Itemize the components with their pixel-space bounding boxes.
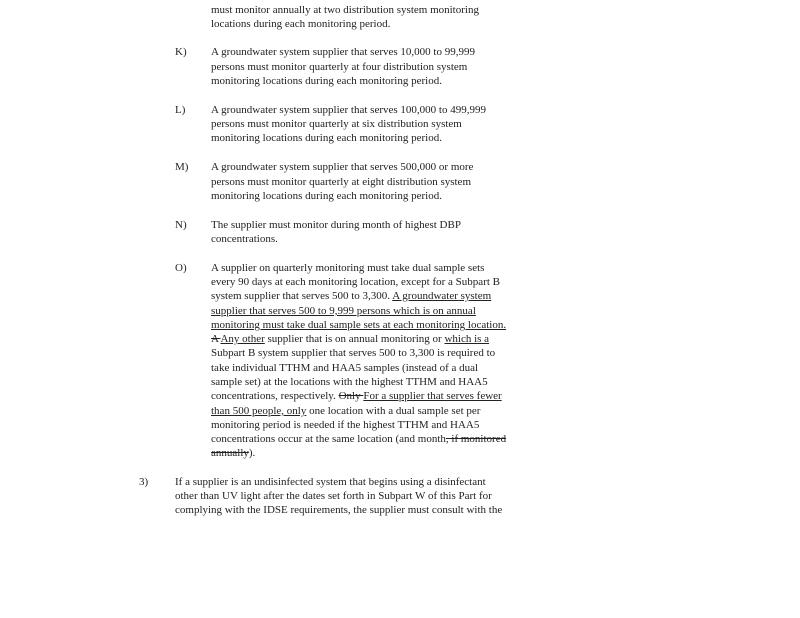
deleted-text: annually [211, 447, 249, 459]
deleted-text: Only [338, 390, 364, 402]
text-line: persons must monitor quarterly at six distribution system [211, 118, 462, 130]
text-line: locations during each monitoring period. [211, 18, 391, 30]
text-line: A groundwater system supplier that serves 500,000 or more [211, 161, 474, 173]
text-line: persons must monitor quarterly at eight distribution system [211, 176, 471, 188]
text-line [211, 389, 502, 403]
inserted-text: A groundwater system [392, 290, 492, 302]
text-line [211, 404, 480, 418]
text-line: A groundwater system supplier that serves 10,000 to 99,999 [211, 46, 475, 58]
item-label-k: K) [175, 46, 187, 58]
text-line: concentrations. [211, 233, 278, 245]
text-line: A supplier on quarterly monitoring must take dual sample sets [211, 262, 485, 274]
inserted-text: monitoring must take dual sample sets at each monitoring location. [211, 319, 507, 331]
text-line: every 90 days at each monitoring location, except for a Subpart B [211, 276, 500, 288]
text-run: concentrations, respectively. [211, 390, 339, 402]
text-line: A groundwater system supplier that serves 100,000 to 499,999 [211, 104, 486, 116]
text-line: If a supplier is an undisinfected system that begins using a disinfectant [175, 476, 486, 488]
item-label-n: N) [175, 219, 187, 231]
text-line: Subpart B system supplier that serves 500 to 3,300 is required to [211, 347, 496, 359]
text-run: one location with a dual sample set per [306, 405, 481, 417]
text-line: monitoring period is needed if the highest TTHM and HAA5 [211, 419, 480, 431]
text-line: monitoring locations during each monitoring period. [211, 132, 442, 144]
inserted-text: which is a [444, 333, 490, 345]
item-label-3: 3) [139, 476, 149, 488]
text-run: ). [248, 447, 256, 459]
text-line [211, 432, 506, 446]
inserted-text: than 500 people, only [211, 405, 307, 417]
text-line: complying with the IDSE requirements, the supplier must consult with the [175, 504, 503, 516]
deleted-text: , if monitored [445, 433, 507, 445]
text-line [211, 446, 255, 460]
inserted-text: supplier that serves 500 to 9,999 persons which is on annual [211, 305, 476, 317]
text-line [211, 332, 489, 346]
text-line: must monitor annually at two distribution system monitoring [211, 4, 479, 16]
inserted-text: Any other [220, 333, 265, 345]
item-label-l: L) [175, 104, 186, 116]
item-label-o: O) [175, 262, 187, 274]
text-line: monitoring locations during each monitoring period. [211, 75, 442, 87]
text-run: concentrations occur at the same location (and month [211, 433, 446, 445]
text-line: monitoring locations during each monitoring period. [211, 190, 442, 202]
text-line: persons must monitor quarterly at four distribution system [211, 61, 468, 73]
text-line: other than UV light after the dates set forth in Subpart W of this Part for [175, 490, 492, 502]
text-line: take individual TTHM and HAA5 samples (instead of a dual [211, 362, 479, 374]
text-run: system supplier that serves 500 to 3,300. [211, 290, 393, 302]
deleted-text: A [211, 333, 221, 345]
text-run: supplier that is on annual monitoring or [264, 333, 445, 345]
item-label-m: M) [175, 161, 189, 173]
text-line [211, 289, 491, 303]
inserted-text: For a supplier that serves fewer [363, 390, 502, 402]
text-line: sample set) at the locations with the highest TTHM and HAA5 [211, 376, 488, 388]
text-line: The supplier must monitor during month of highest DBP [211, 219, 461, 231]
